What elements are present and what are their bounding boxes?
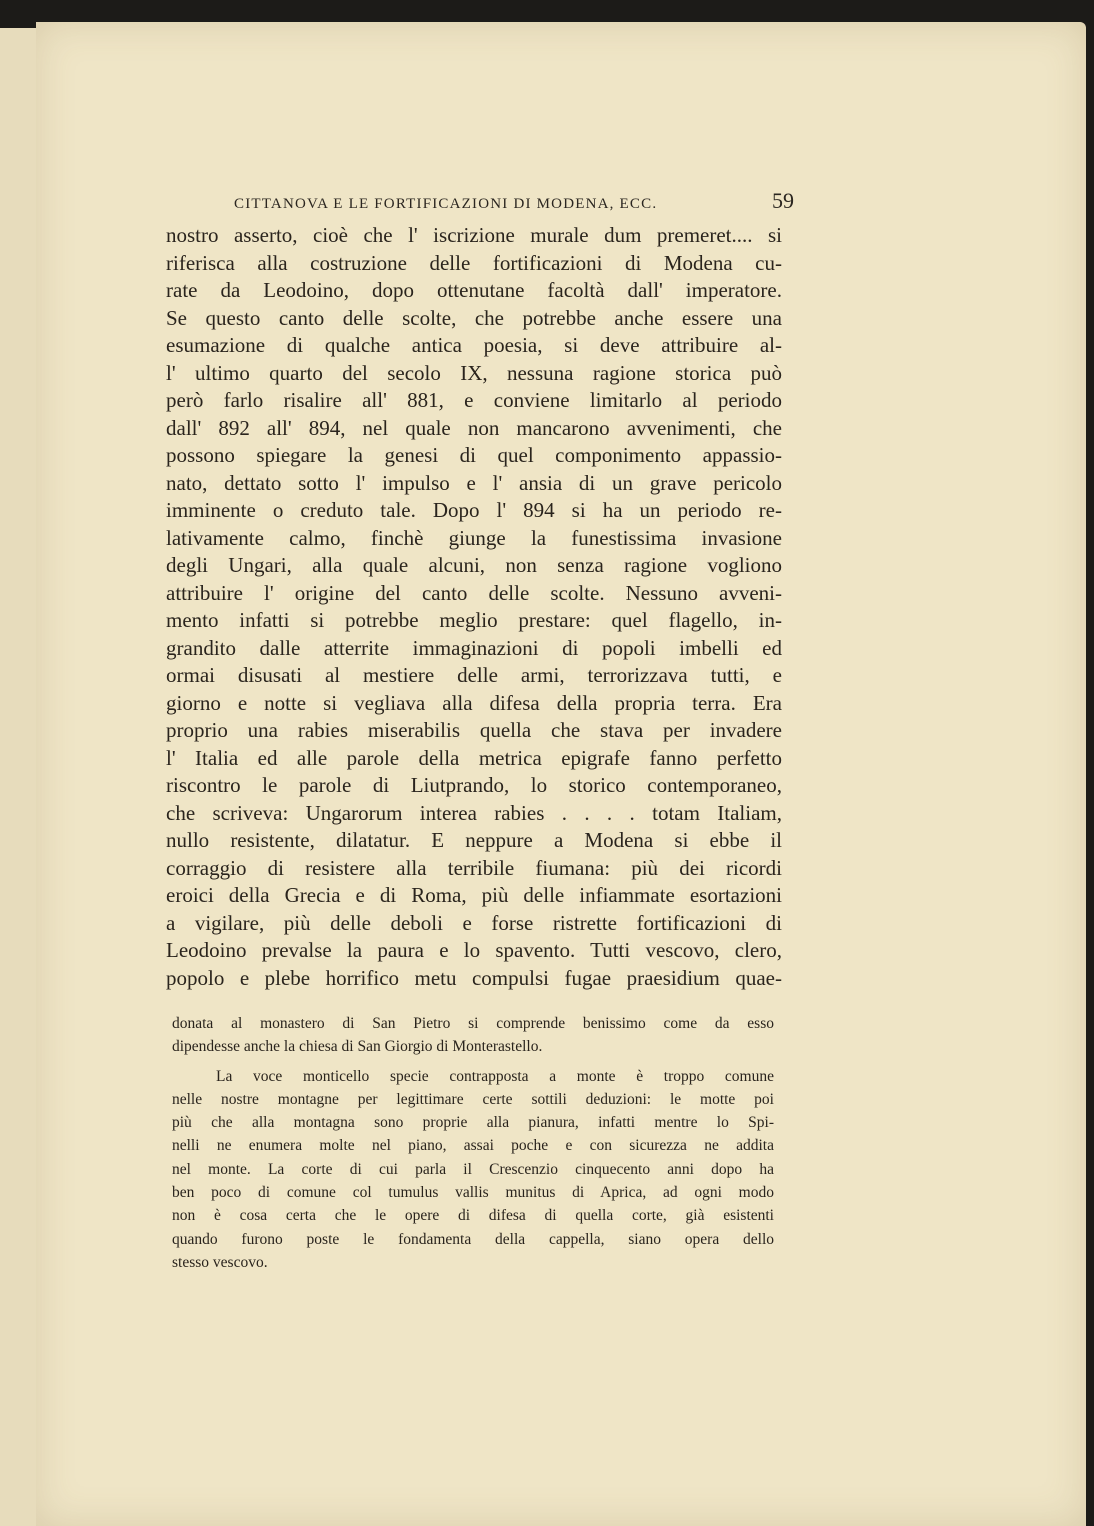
footnote-line: dipendesse anche la chiesa di San Giorgio di Monterastello.	[172, 1038, 543, 1056]
footnote-line: ben poco di comune col tumulus vallis munitus di Aprica, ad ogni modo	[172, 1184, 774, 1202]
running-head: CITTANOVA E LE FORTIFICAZIONI DI MODENA, ECC.	[234, 196, 658, 212]
page-number: 59	[772, 188, 794, 213]
body-line: esumazione di qualche antica poesia, si deve attribuire al-	[166, 333, 782, 357]
body-line: corraggio di resistere alla terribile fiumana: più dei ricordi	[166, 855, 782, 880]
footnote-line: non è cosa certa che le opere di difesa di quella corte, già esistenti	[172, 1207, 774, 1225]
body-line: imminente o creduto tale. Dopo l' 894 si ha un periodo re-	[166, 498, 782, 522]
body-line: mento infatti si potrebbe meglio prestare: quel flagello, in-	[166, 608, 782, 632]
footnote-line: nelle nostre montagne per legittimare certe sottili deduzioni: le motte poi	[172, 1090, 774, 1108]
footnote-line: quando furono poste le fondamenta della cappella, siano opera dello	[172, 1230, 774, 1248]
body-line: attribuire l' origine del canto delle scolte. Nessuno avveni-	[166, 580, 782, 605]
body-line: ormai disusati al mestiere delle armi, terrorizzava tutti, e	[166, 663, 782, 687]
body-line: proprio una rabies miserabilis quella che stava per invadere	[166, 718, 782, 742]
body-line: lativamente calmo, finchè giunge la funestissima invasione	[166, 525, 782, 550]
footnote-line: nelli ne enumera molte nel piano, assai poche e con sicurezza ne addita	[172, 1137, 774, 1155]
body-line: nato, dettato sotto l' impulso e l' ansia di un grave pericolo	[166, 470, 782, 495]
body-line: Leodoino prevalse la paura e lo spavento. Tutti vescovo, clero,	[166, 938, 782, 962]
body-line: l' ultimo quarto del secolo IX, nessuna ragione storica può	[166, 360, 782, 385]
body-line: nullo resistente, dilatatur. E neppure a Modena si ebbe il	[166, 828, 782, 852]
footnote-line: La voce monticello specie contrapposta a monte è troppo comune	[216, 1067, 774, 1085]
body-line: riscontro le parole di Liutprando, lo storico contemporaneo,	[166, 773, 782, 797]
body-line: dall' 892 all' 894, nel quale non mancarono avvenimenti, che	[166, 415, 782, 440]
body-line: rate da Leodoino, dopo ottenutane facoltà dall' imperatore.	[166, 278, 782, 302]
body-line: grandito dalle atterrite immaginazioni di popoli imbelli ed	[166, 635, 782, 660]
body-line: a vigilare, più delle deboli e forse ristrette fortificazioni di	[166, 910, 782, 935]
body-line: però farlo risalire all' 881, e conviene limitarlo al periodo	[166, 388, 782, 412]
footnote-line: stesso vescovo.	[172, 1253, 268, 1271]
footnote-line: più che alla montagna sono proprie alla pianura, infatti mentre lo Spi-	[172, 1114, 774, 1132]
body-line: possono spiegare la genesi di quel componimento appassio-	[166, 443, 782, 467]
footnote-line: nel monte. La corte di cui parla il Crescenzio cinquecento anni dopo ha	[172, 1160, 774, 1178]
body-line: l' Italia ed alle parole della metrica epigrafe fanno perfetto	[166, 745, 782, 770]
body-line: Se questo canto delle scolte, che potrebbe anche essere una	[166, 305, 782, 330]
page-header	[234, 188, 794, 214]
body-line: popolo e plebe horrifico metu compulsi fugae praesidium quae-	[166, 965, 782, 990]
footnote-line: donata al monastero di San Pietro si comprende benissimo come da esso	[172, 1015, 774, 1032]
body-line: eroici della Grecia e di Roma, più delle infiammate esortazioni	[166, 883, 782, 907]
body-line: degli Ungari, alla quale alcuni, non senza ragione vogliono	[166, 553, 782, 577]
body-line: giorno e notte si vegliava alla difesa della propria terra. Era	[166, 690, 782, 715]
body-line: riferisca alla costruzione delle fortificazioni di Modena cu-	[166, 250, 782, 275]
body-text	[166, 222, 782, 992]
body-line: che scriveva: Ungarorum interea rabies . . . . totam Italiam,	[166, 800, 782, 825]
body-line: nostro asserto, cioè che l' iscrizione murale dum premeret.... si	[166, 223, 782, 247]
footnotes	[172, 1012, 774, 1274]
